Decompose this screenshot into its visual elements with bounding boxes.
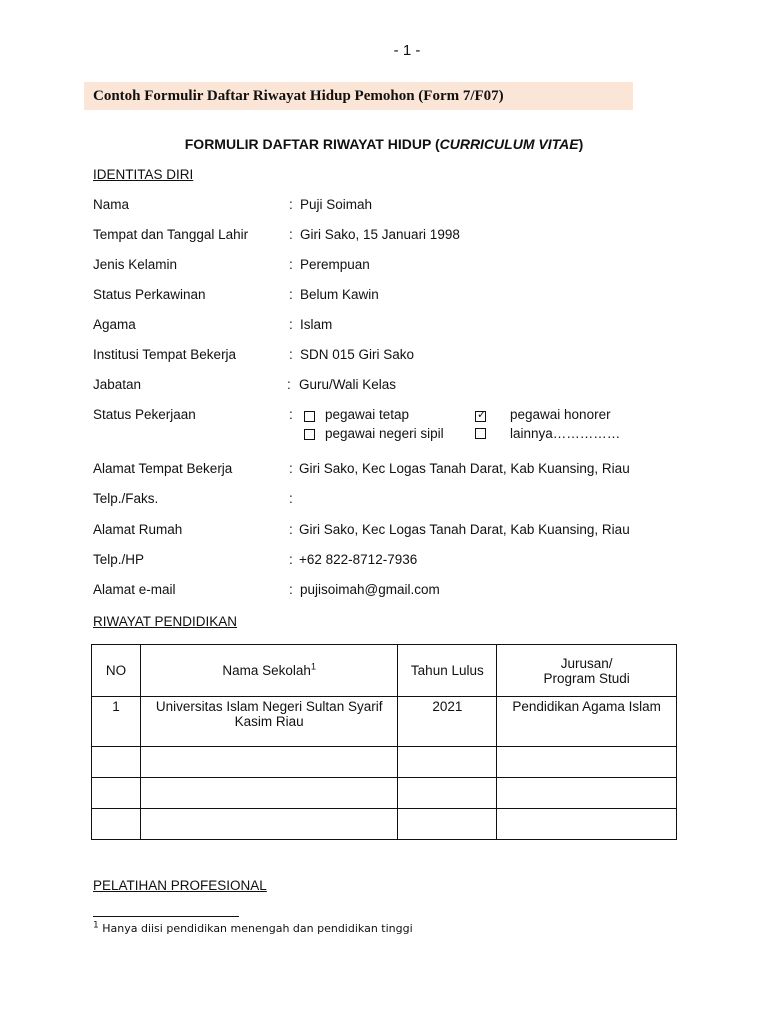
empty-cell[interactable] [497, 778, 677, 809]
field-label-email: Alamat e-mail [93, 582, 176, 597]
checkbox-civil-servant[interactable] [304, 429, 315, 440]
field-value-gender: Perempuan [300, 257, 370, 272]
footnote-ref: 1 [310, 661, 316, 672]
cell-school-line2: Kasim Riau [234, 714, 304, 729]
field-colon: : [289, 582, 293, 597]
field-label-work-address: Alamat Tempat Bekerja [93, 461, 233, 476]
cell-year: 2021 [398, 697, 497, 747]
footnote-text: Hanya diisi pendidikan menengah dan pendidikan tinggi [98, 922, 413, 935]
field-colon: : [289, 287, 293, 302]
column-header-no: NO [92, 645, 141, 697]
banner-title: Contoh Formulir Daftar Riwayat Hidup Pemohon (Form 7/F07) [93, 88, 504, 104]
field-label-institution: Institusi Tempat Bekerja [93, 347, 237, 362]
field-label-birth: Tempat dan Tanggal Lahir [93, 227, 249, 242]
option-label-civil-servant: pegawai negeri sipil [325, 426, 444, 441]
checkbox-other[interactable] [475, 428, 486, 439]
field-value-name: Puji Soimah [300, 197, 373, 212]
training-heading: PELATIHAN PROFESIONAL [93, 878, 267, 893]
empty-cell[interactable] [92, 809, 141, 840]
field-value-work-address: Giri Sako, Kec Logas Tanah Darat, Kab Kuansing, Riau [299, 461, 630, 476]
table-header-row [92, 645, 677, 697]
table-row [92, 697, 677, 747]
field-label-marital: Status Perkawinan [93, 287, 206, 302]
table-row-empty [92, 747, 677, 778]
checkbox-honorary[interactable] [475, 411, 486, 422]
field-colon: : [289, 227, 293, 242]
field-label-fax: Telp./Faks. [93, 491, 159, 506]
column-header-major-line2: Program Studi [543, 670, 630, 686]
empty-cell[interactable] [398, 778, 497, 809]
field-value-email: pujisoimah@gmail.com [300, 582, 440, 597]
column-header-school [140, 645, 398, 697]
empty-cell[interactable] [140, 778, 398, 809]
field-colon: : [289, 347, 293, 362]
field-value-phone: +62 822-8712-7936 [299, 552, 418, 567]
field-label-phone: Telp./HP [93, 552, 145, 567]
field-label-position: Jabatan [93, 377, 142, 392]
field-colon: : [289, 197, 293, 212]
option-label-permanent: pegawai tetap [325, 407, 410, 422]
field-colon: : [289, 257, 293, 272]
page-number: - 1 - [393, 42, 421, 59]
empty-cell[interactable] [398, 809, 497, 840]
field-value-birth: Giri Sako, 15 Januari 1998 [300, 227, 460, 242]
empty-cell[interactable] [140, 747, 398, 778]
field-value-religion: Islam [300, 317, 333, 332]
field-colon: : [287, 377, 291, 392]
cell-school [140, 697, 398, 747]
column-header-major [497, 645, 677, 697]
empty-cell[interactable] [497, 747, 677, 778]
column-header-year: Tahun Lulus [398, 645, 497, 697]
field-colon: : [289, 407, 293, 422]
field-value-marital: Belum Kawin [300, 287, 379, 302]
field-label-religion: Agama [93, 317, 136, 332]
form-title-italic: CURRICULUM VITAE [439, 136, 579, 152]
form-title-end: ) [578, 136, 584, 152]
field-label-name: Nama [93, 197, 130, 212]
empty-cell[interactable] [398, 747, 497, 778]
cell-no: 1 [92, 697, 141, 747]
cell-major: Pendidikan Agama Islam [497, 697, 677, 747]
cell-school-line1: Universitas Islam Negeri Sultan Syarif [155, 699, 383, 714]
column-header-major-line1: Jurusan/ [560, 655, 613, 671]
identity-heading: IDENTITAS DIRI [93, 167, 194, 182]
field-value-position: Guru/Wali Kelas [299, 377, 397, 392]
option-label-other: lainnya…………… [510, 426, 621, 441]
empty-cell[interactable] [140, 809, 398, 840]
field-value-institution: SDN 015 Giri Sako [300, 347, 415, 362]
empty-cell[interactable] [92, 778, 141, 809]
field-label-home-address: Alamat Rumah [93, 522, 183, 537]
column-header-school-label: Nama Sekolah [222, 663, 311, 678]
field-colon: : [289, 491, 293, 506]
field-label-gender: Jenis Kelamin [93, 257, 178, 272]
empty-cell[interactable] [497, 809, 677, 840]
field-colon: : [289, 461, 293, 476]
check-mark-icon: ✓ [477, 409, 487, 421]
option-label-honorary: pegawai honorer [510, 407, 611, 422]
field-colon: : [289, 317, 293, 332]
form-title-main: FORMULIR DAFTAR RIWAYAT HIDUP ( [184, 136, 440, 152]
education-table [91, 644, 677, 840]
education-heading: RIWAYAT PENDIDIKAN [93, 614, 238, 629]
table-row-empty [92, 809, 677, 840]
footnote [93, 922, 413, 935]
footnote-mark: 1 [93, 920, 99, 931]
footnote-divider [93, 916, 239, 917]
field-colon: : [289, 552, 293, 567]
field-label-employment: Status Pekerjaan [93, 407, 196, 422]
table-row-empty [92, 778, 677, 809]
field-colon: : [289, 522, 293, 537]
form-title [0, 136, 768, 152]
empty-cell[interactable] [92, 747, 141, 778]
checkbox-permanent[interactable] [304, 411, 315, 422]
field-value-home-address: Giri Sako, Kec Logas Tanah Darat, Kab Kuansing, Riau [299, 522, 630, 537]
